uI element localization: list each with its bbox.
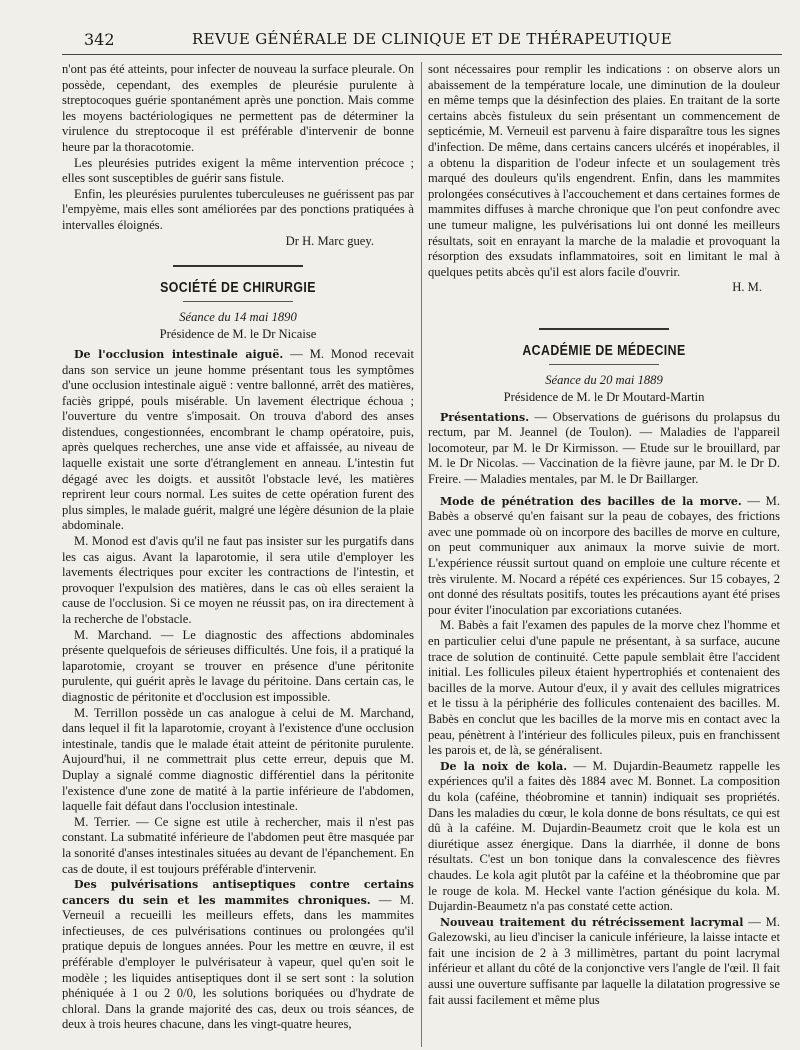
section-header-academie bbox=[428, 328, 780, 365]
paragraph: M. Marchand. — Le diagnostic des affections abdominales présente quelquefois de sérieuses difficultés. Une fois, il a pratiqué la laparotomie, croyant se trouver en présence d'une péritonite purulente, qui guérit après le lavage du péritoine. Dans certain cas, le diagnostic de péritonite et d'occlusion est impossible. bbox=[62, 627, 414, 704]
paragraph: M. Monod est d'avis qu'il ne faut pas insister sur les purgatifs dans les cas aigus. Avant la laparotomie, il sera utile d'employer les lavements électriques pour exciter les contractions de l'intestin, et provoquer l'expulsion des matières, dans le cas où elles seraient la cause de l'occlusion. Si ce moyen ne réussit pas, on ira directement à la recherche de l'obstacle. bbox=[62, 534, 414, 626]
seance-date: Séance du 20 mai 1889 bbox=[545, 372, 663, 387]
column-divider bbox=[421, 62, 422, 1047]
seance-date: Séance du 14 mai 1890 bbox=[179, 309, 297, 324]
article-heading: De l'occlusion intestinale aiguë. bbox=[74, 347, 284, 361]
section-title: SOCIÉTÉ DE CHIRURGIE bbox=[160, 280, 316, 297]
presidence: Présidence de M. le Dr Nicaise bbox=[159, 327, 317, 342]
page-number: 342 bbox=[84, 30, 115, 49]
section-header-chirurgie bbox=[62, 265, 414, 302]
article-heading: Présentations. bbox=[440, 410, 530, 424]
paragraph: M. Terrier. — Ce signe est utile à rechercher, mais il n'est pas constant. La submatité inférieure de l'abdomen peut être masquée par la sonorité d'anses intestinales situées au devant de l'épanchement. En cas de doute, il est toujours préférable d'intervenir. bbox=[62, 814, 414, 876]
section-title: ACADÉMIE DE MÉDECINE bbox=[522, 342, 686, 359]
article-heading: Des pulvérisations antiseptiques contre certains cancers du sein et les mammites chroniques. bbox=[62, 878, 414, 907]
article-paragraph: Nouveau traitement du rétrécissement lacrymal — M. Galezowski, au lieu d'inciser la canicule inférieure, la laisse intacte et fait une incision de 2 à 3 millimètres, partant du point lacrymal inférieur et allant du côté de la conjonctive vers l'angle de l'œil. Il fait aussi une ouverture suffisante par laquelle la dilatation progressive se fait aussi facilement et même plus bbox=[428, 914, 780, 1007]
journal-title: REVUE GÉNÉRALE DE CLINIQUE ET DE THÉRAPEUTIQUE bbox=[192, 30, 672, 48]
author-signature: Dr H. Marc guey. bbox=[285, 233, 374, 248]
article-paragraph: Mode de pénétration des bacilles de la morve. — M. Babès a observé qu'en faisant sur la peau de cobayes, des frictions avec une pommade où on incorpore des bacilles de morve en culture, on peut communiquer aux animaux la morve suivie de mort. L'expérience réussit surtout quand on emploie une culture récente et très virulente. M. Nocard a répété ces expériences. Sur 15 cobayes, 2 ont donné des résultats positifs, toutes les précautions ayant été prises pour éviter l'inoculation par excoriations cutanées. bbox=[428, 493, 780, 617]
article-heading: De la noix de kola. bbox=[440, 759, 568, 773]
section-rule bbox=[539, 328, 669, 330]
article-paragraph: Des pulvérisations antiseptiques contre certains cancers du sein et les mammites chroniques. — M. Verneuil a recueilli les meilleurs effets, dans les mammites infectieuses, de ces pulvérisations continues ou prolongées qu'il pratique depuis de longues années. Pour les mettre en œuvre, il est préférable d'employer le pulvérisateur à vapeur, quel qu'en soit le modèle ; les liquides antiseptiques dont il se sert sont : la solution phéniquée à 1 ou 2 0/0, les solutions boriquées ou d'hydrate de chloral. Dans la grande majorité des cas, deux ou trois séances, de deux à trois heures chacune, dans les vingt-quatre heures, bbox=[62, 878, 414, 1032]
presidence: Présidence de M. le Dr Moutard-Martin bbox=[503, 390, 705, 405]
paragraph: M. Terrillon possède un cas analogue à celui de M. Marchand, dans lequel il fit la laparotomie, croyant à l'existence d'une occlusion intestinale, tandis que le malade était atteint de péritonite purulente. Aujourd'hui, il ne commettrait plus cette erreur, depuis que M. Duplay a signalé comme diagnostic différentiel dans la péritonite l'existence d'une zone de matité à la partie inférieure de l'abdomen, laquelle fait défaut dans l'occlusion intestinale. bbox=[62, 705, 414, 814]
article-heading: Mode de pénétration des bacilles de la morve. bbox=[440, 494, 742, 508]
running-header bbox=[62, 28, 782, 55]
article-heading: Nouveau traitement du rétrécissement lacrymal bbox=[440, 915, 744, 929]
article-paragraph: De la noix de kola. — M. Dujardin-Beaumetz rappelle les expériences qu'il a faites dès 1884 avec M. Bonnet. La composition du kola (caféine, théobromine et tannin) indiquait ses propriétés. Dans les maladies du cœur, le kola donne de bons résultats, ce qui est dû à la caféine. M. Dujardin-Beaumetz croit que le kola est un diurétique assez énergique. Dans la diarrhée, il donne de bons résultats. C'est un bon tonique dans la convalescence des fièvres chaudes. Le kola agit plutôt par la caféine et la théobromine que par le rouge de kola. M. Heckel vante l'action génésique du kola. M. Dujardin-Beaumetz n'a pas constaté cette action. bbox=[428, 758, 780, 914]
right-column bbox=[428, 62, 780, 1047]
paragraph: sont nécessaires pour remplir les indications : on observe alors un abaissement de la température locale, une diminution de la douleur en même temps que la désinfection des plaies. En traitant de la sorte certains abcès fistuleux du sein présentant un commencement de septicémie, M. Verneuil est parvenu à faire disparaître tous les signes d'infection. De même, dans certains cancers ulcérés et inopérables, il a obtenu la disparition de l'odeur infecte et un soulagement très marqué des douleurs qu'ils engendrent. Enfin, dans les mammites prolongées consécutives à l'accouchement et dans certaines formes de mammites diffuses à marche chronique que l'on peut confondre avec une tumeur maligne, les pulvérisations lui ont donné les meilleurs résultats, soit en enrayant la marche de la maladie et provoquant la résorption des exsudats inflammatoires, soit en limitant le mal à quelques petits abcès qu'il est alors facile d'ouvrir. bbox=[428, 62, 780, 279]
author-signature: H. M. bbox=[732, 280, 762, 295]
paragraph: Les pleurésies putrides exigent la même intervention précoce ; elles sont susceptibles de guérir sans fistule. bbox=[62, 155, 414, 186]
article-paragraph: De l'occlusion intestinale aiguë. — M. Monod recevait dans son service un jeune homme présentant tous les symptômes d'une occlusion intestinale aiguë : ventre ballonné, arrêt des matières, faciès grippé, pouls misérable. Un lavement électrique échoua ; l'ouverture du ventre s'imposait. On trouva d'abord des anses distendues, congestionnées, encombrant le champ opératoire, puis, après quelques recherches, une anse vide et affaissée, au niveau de laquelle existait une sorte d'étranglement en anneau. L'intestin fut dégagé avec les doigts. et aussitôt l'obstacle levé, les matières reprirent leur cours normal. Les suites de cette opération furent des plus simples, le malade guérit, malgré une légère désunion de la plaie abdominale. bbox=[62, 346, 414, 533]
section-underline bbox=[183, 301, 293, 302]
section-underline bbox=[549, 364, 659, 365]
article-paragraph: Présentations. — Observations de guérisons du prolapsus du rectum, par M. Jeannel (de Toulon). — Maladies de l'appareil locomoteur, par M. le Dr Kirmisson. — Etude sur le brouillard, par M. le Dr Nicolas. — Vaccination de la fièvre jaune, par M. le Dr D. Freire. — Maladies mentales, par M. le Dr Baillarger. bbox=[428, 409, 780, 487]
paragraph: n'ont pas été atteints, pour infecter de nouveau la surface pleurale. On possède, cependant, des exemples de pleurésie purulente à streptocoques guérie spontanément après une ponction. Mais comme les moyens bactériologiques ne permettent pas de déterminer la virulence du streptocoque il est préférable d'intervenir de bonne heure par la thoracotomie. bbox=[62, 62, 414, 154]
paragraph: M. Babès a fait l'examen des papules de la morve chez l'homme et en particulier celui d'une papule ne présentant, à sa surface, aucune trace de solution de continuité. Cette papule semblait être l'accident initial. Les follicules pileux étaient hypertrophiés et contenaient des bacilles de la morve. Autour d'eux, il y avait des cellules migratrices et le tissu à la périphérie des follicules contenaient des bacilles. M. Babès en conclut que les bacilles de la morve mis en contact avec la peau, pénètrent à l'intérieur des follicules pileux, puis en franchissent les parois et, de là, se généralisent. bbox=[428, 618, 780, 758]
left-column bbox=[62, 62, 414, 1047]
paragraph: Enfin, les pleurésies purulentes tuberculeuses ne guérissent pas par l'empyème, mais elles sont améliorées par des ponctions pratiquées à intervalles éloignés. bbox=[62, 186, 414, 232]
section-rule bbox=[173, 265, 303, 267]
